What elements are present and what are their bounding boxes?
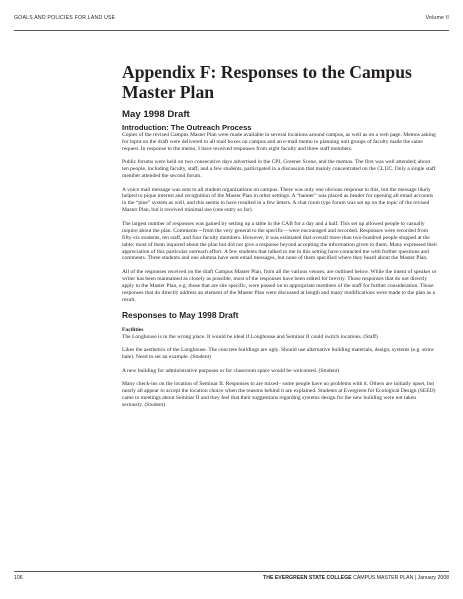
footer-document-title [263, 575, 449, 581]
paragraph: A new building for administrative purposes or for classroom space would be welcomed. (Student) [122, 367, 340, 374]
footer-doc: CAMPUS MASTER PLAN | January 2008 [353, 575, 449, 581]
page-title: Appendix F: Responses to the Campus Master Plan [122, 62, 412, 102]
paragraph: All of the responses received on the draft Campus Master Plan, from all the various venues, are outlined below. While the intent of speaker or writer has been maintained as closely as possible, most of the responses have been edited for brevity. Those responses that do not directly apply to the Master Plan, e.g. those that are site specific, were passed on to appropriate members of the staff for further consideration. Those responses that do directly address an element of the Master Plan were discussed at length and many modifications were made to the plan as a result. [122, 268, 437, 303]
page-footer [14, 575, 449, 585]
paragraph: The largest number of responses was gained by setting up a table in the CAB for a day and a half. This set up allowed people to casually inquire about the plan. Comments—from the very general to the specific—were encouraged and recorded. Responses were recorded from fifty-six students, ten staff, and four faculty members. However, it was estimated that overall more than two-hundred people stopped at the table; most of them inquired about the plan but did not give a response beyond accepting the information given to them. Many expressed their appreciation of this particular outreach effort. A few students that talked to me in this setting have contacted me with further questions and comments. Three students and one alumna have sent email messages, but none of them specified where they heard about the Master Plan. [122, 220, 438, 262]
document-body [122, 62, 438, 409]
paragraph: Likes the aesthetics of the Longhouse. The concrete buildings are ugly. Should use alternative building materials, design, systems (e.g. straw bale). Need to set an example. (Student) [122, 347, 435, 361]
paragraph: Many check-ins on the location of Seminar II. Responses to are mixed– some people have no problems with it. Others are initially upset, but nearly all appear to accept the location choice when the reasons behind it are explained. Students at Evergreen for Ecological Design (SEED) came to meetings about Seminar II and they feel that their suggestions regarding systems design for the new building were not taken seriously. (Student) [122, 380, 436, 408]
subsection-heading-facilities: Facilities [122, 326, 144, 333]
paragraph: Copies of the revised Campus Master Plan were made available in several locations around campus, as well as on a web page. Memos asking for input on the draft were delivered to all mail boxes on campus and an e-mail memo to planning unit groups of faculty made the same request. In response to the memo, I have received responses from eight faculty and three staff members. [122, 132, 436, 152]
footer-college: THE EVERGREEN STATE COLLEGE [263, 575, 352, 581]
section-subheading-outreach: Introduction: The Outreach Process [122, 123, 252, 132]
section-heading-responses: Responses to May 1998 Draft [122, 309, 239, 320]
section-heading-draft: May 1998 Draft [122, 109, 190, 120]
footer-divider [14, 571, 449, 572]
page-number: 106 [14, 575, 23, 581]
page-header [14, 14, 449, 24]
header-divider [14, 30, 449, 31]
header-volume: Volume II [425, 15, 449, 21]
paragraph: Public forums were held on two consecutive days advertised in the CPJ, Greener Scene, and the memos. The first was well attended; about ten people, including faculty, staff, and a few students, participated in a discussion that mainly concentrated on the CLUC. Only a single staff member attended the second forum. [122, 159, 436, 180]
paragraph: A voice mail message was sent to all student organizations on campus. There was only one obvious response to this, but the message likely helped to pique interest and recognition of the Master Plan in other settings. A “banner” was placed as header for opening all email accounts in the “pine” system as well, and this seems to have resulted in a few letters. A chat room type forum was set up on the topic of the revised Master Plan, but it received minimal use (one entry so far). [122, 186, 434, 214]
header-section-title: GOALS AND POLICIES FOR LAND USE [14, 15, 116, 21]
paragraph: The Longhouse is in the wrong place. It would be ideal if Longhouse and Seminar II could switch locations. (Staff) [122, 333, 378, 340]
